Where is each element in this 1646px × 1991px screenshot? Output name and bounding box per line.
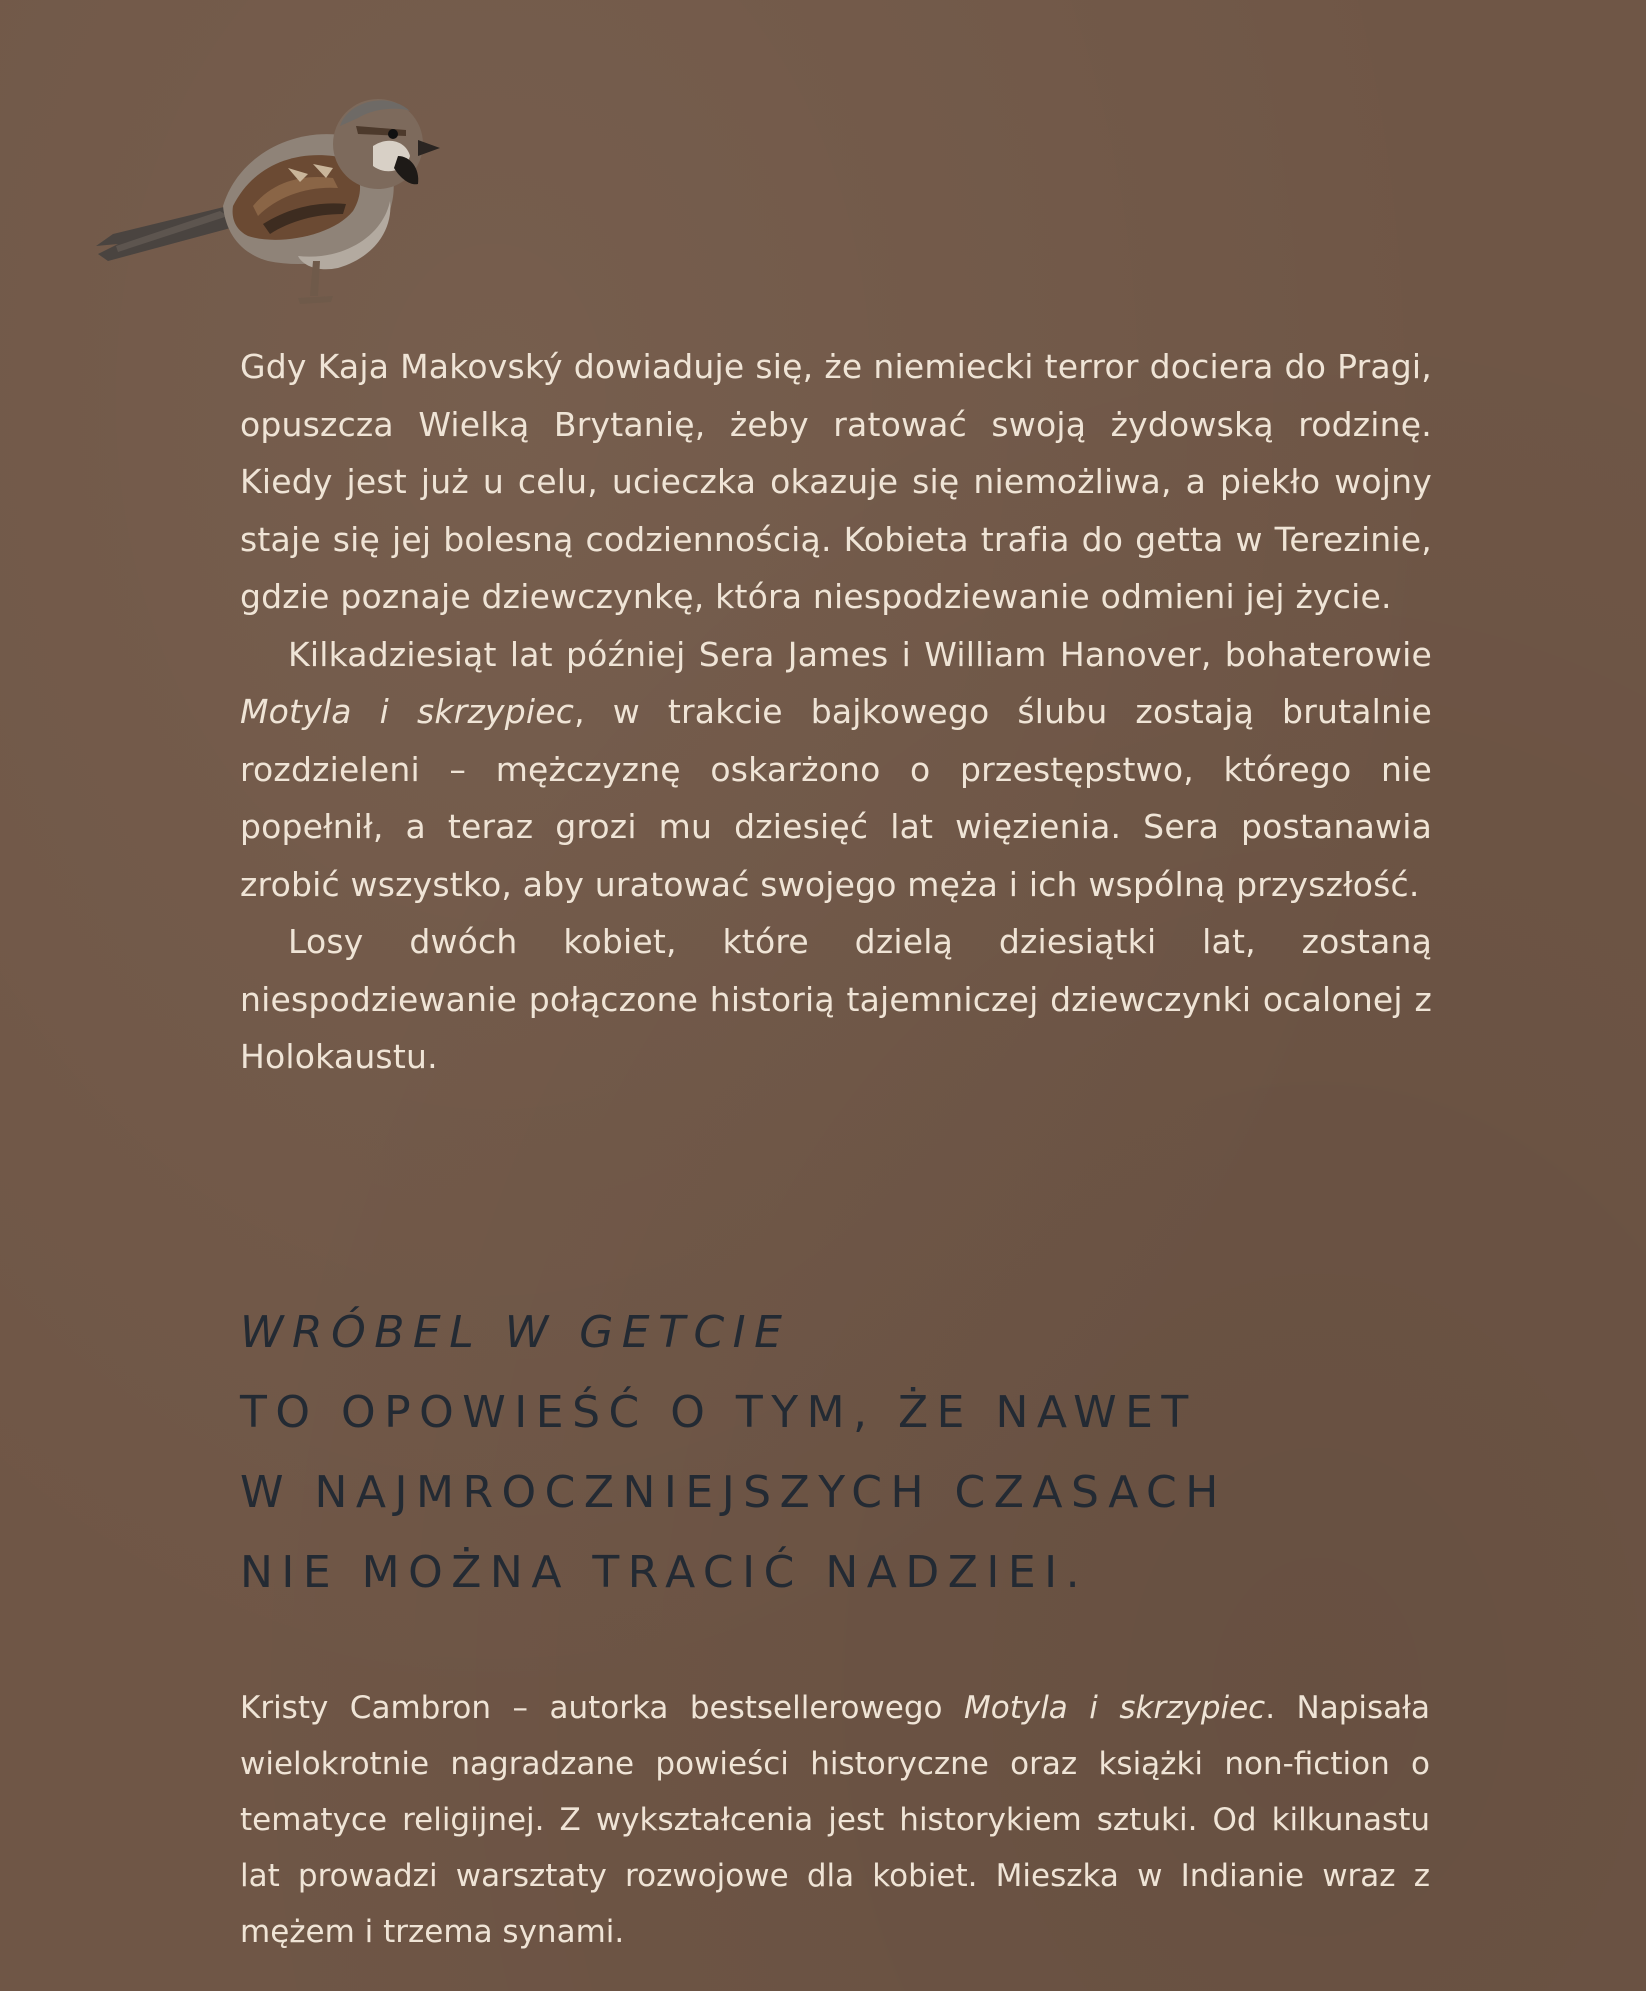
author-bio-start: Kristy Cambron – autorka bestsellerowego: [240, 1690, 964, 1726]
description-paragraph-1: Gdy Kaja Makovský dowiaduje się, że niemiecki terror dociera do Pragi, opuszcza Wielką Brytanię, żeby ratować swoją żydowską rodzinę. Kiedy jest już u celu, ucieczka okazuje się niemożliwa, a piekło wojny staje się jej bolesną codziennością. Kobieta trafia do getta w Terezinie, gdzie poznaje dziewczynkę, która niespodziewanie odmieni jej życie.: [240, 347, 1432, 616]
tagline-line-4: NIE MOŻNA TRACIĆ NADZIEI.: [240, 1547, 1089, 1598]
paragraph-2-text-end: , w trakcie bajkowego ślubu zostają brutalnie rozdzieleni – mężczyznę oskarżono o przestępstwo, którego nie popełnił, a teraz grozi mu dziesięć lat więzienia. Sera postanawia zrobić wszystko, aby uratować swojego męża i ich wspólną przyszłość.: [240, 692, 1432, 904]
tagline-line-2: TO OPOWIEŚĆ O TYM, ŻE NAWET: [240, 1387, 1197, 1438]
tagline-block: [240, 1293, 1460, 1613]
author-bio: [240, 1680, 1430, 1960]
paragraph-2-text-start: Kilkadziesiąt lat później Sera James i William Hanover, bohaterowie: [288, 634, 1432, 674]
tagline-book-title: WRÓBEL W GETCIE: [240, 1307, 791, 1358]
book-description: [240, 338, 1432, 1086]
author-book-title: Motyla i skrzypiec: [963, 1690, 1266, 1726]
tagline-line-3: W NAJMROCZNIEJSZYCH CZASACH: [240, 1467, 1227, 1518]
author-bio-paragraph: [240, 1680, 1430, 1960]
author-bio-end: . Napisała wielokrotnie nagradzane powieści historyczne oraz książki non-fiction o tematyce religijnej. Z wykształcenia jest historykiem sztuki. Od kilkunastu lat prowadzi warsztaty rozwojowe dla kobiet. Mieszka w Indianie wraz z mężem i trzema synami.: [240, 1690, 1430, 1950]
book-title-reference: Motyla i skrzypiec: [240, 692, 575, 731]
description-paragraph-2: [240, 626, 1432, 914]
description-paragraph-3: Losy dwóch kobiet, które dzielą dziesiątki lat, zostaną niespodziewanie połączone historią tajemniczej dziewczynki ocalonej z Holokaustu.: [240, 922, 1432, 1076]
sparrow-illustration: [88, 56, 468, 326]
